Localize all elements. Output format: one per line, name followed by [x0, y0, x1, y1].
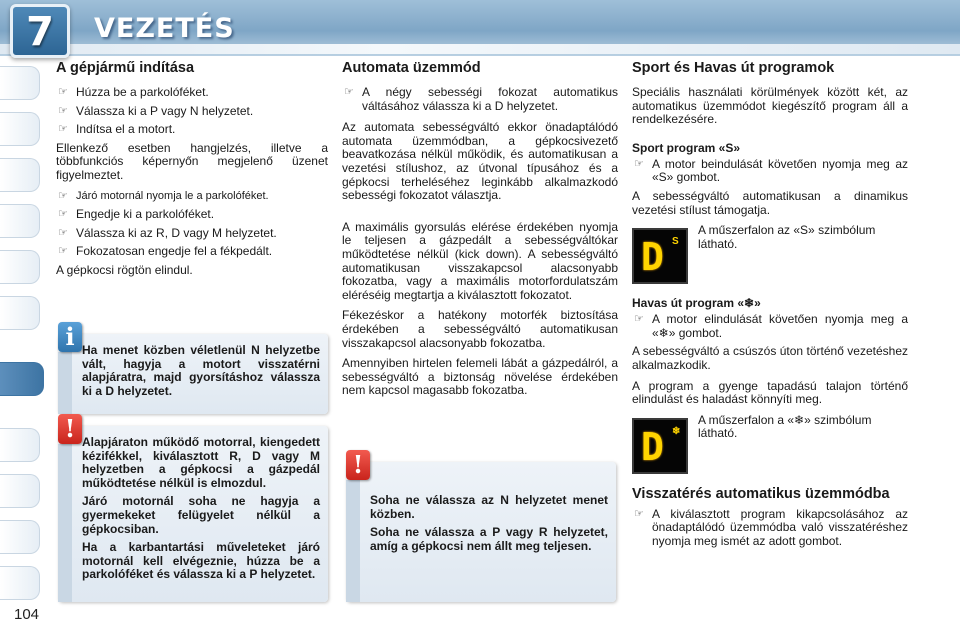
body-text: Ellenkező esetben hangjelzés, illetve a többfunkciós képernyőn megjelenő üzenet figyelmeztet. — [56, 140, 328, 182]
chapter-tab[interactable] — [0, 428, 40, 462]
hand-icon: ☞ — [58, 189, 68, 202]
warning-icon: ! — [346, 450, 370, 480]
list-item: ☞ Válassza ki a P vagy N helyzetet. — [58, 103, 254, 118]
warning-notice — [58, 414, 328, 602]
list-item: ☞ A motor beindulását követően nyomja meg az «S» gombot. — [634, 156, 908, 185]
chapter-tabs — [0, 56, 44, 616]
hand-icon: ☞ — [58, 226, 68, 239]
info-notice — [58, 322, 328, 414]
column-programs — [632, 60, 908, 554]
gauge-caption: A műszerfalon a «❄» szimbólum látható. — [698, 412, 872, 441]
notice-text: Ha a karbantartási műveleteket járó motornál kell elvégeznie, húzza be a parkolóféket és válassza ki a P helyzetet. — [82, 540, 320, 582]
hand-icon: ☞ — [58, 86, 68, 98]
chapter-tab[interactable] — [0, 474, 40, 508]
notice-text: Soha ne válassza az N helyzetet menet közben. — [370, 493, 608, 521]
list-item: ☞ Húzza be a parkolóféket. — [58, 85, 209, 99]
notice-text: Ha menet közben véletlenül N helyzetbe vált, hagyja a motort visszatérni alapjáratra, majd gyorsításhoz válassza ki a D helyzetet. — [82, 343, 320, 398]
chapter-tab[interactable] — [0, 158, 40, 192]
hand-icon: ☞ — [344, 86, 354, 98]
list-item: ☞ Fokozatosan engedje fel a fékpedált. — [58, 244, 273, 259]
chapter-tab[interactable] — [0, 112, 40, 146]
chapter-tab[interactable] — [0, 204, 40, 238]
list-item: ☞ A motor elindulását követően nyomja meg a «❄» gombot. — [634, 312, 908, 340]
list-item: ☞ Indítsa el a motort. — [58, 122, 176, 137]
notice-text: Soha ne válassza a P vagy R helyzetet, amíg a gépkocsi nem állt meg teljesen. — [370, 525, 608, 553]
body-text: Amennyiben hirtelen felemeli lábát a gázpedálról, a sebességváltó a biztonság növelése érdekében nem kapcsol magasabb fokozatba. — [342, 356, 618, 398]
body-text: A sebességváltó automatikusan a dinamikus vezetési stílust támogatja. — [632, 188, 908, 217]
body-text: A maximális gyorsulás elérése érdekében nyomja le teljesen a gázpedált a sebességváltókar működtetése nélkül (kick down). A sebességváltó automatikusan visszakapcsol alacsonyabb fokozatba, vagy a maximális motorfordulatszám eléréséig megtartja a kiválasztott fokozatot. — [342, 219, 618, 302]
body-text: A program a gyenge tapadású talajon történő elindulást és haladást könnyíti meg. — [632, 378, 908, 407]
notice-text: Alapjáraton működő motorral, kiengedett kézifékkel, kiválasztott R, D vagy M helyzetben a gépkocsi a gázpedál működtetése nélkül is elmozdul. — [82, 435, 320, 490]
chapter-tab[interactable] — [0, 66, 40, 100]
body-text: A sebességváltó a csúszós úton történő vezetéshez alkalmazkodik. — [632, 344, 908, 372]
chapter-tab[interactable] — [0, 296, 40, 330]
column-engine-start — [56, 60, 328, 285]
list-item: ☞ A kiválasztott program kikapcsolásához az önadaptálódó üzemmódba való visszatéréshez nyomja meg ismét az adott gombot. — [634, 506, 908, 548]
chapter-number: 7 — [26, 9, 54, 55]
hand-icon: ☞ — [634, 157, 644, 170]
section-heading: Automata üzemmód — [342, 60, 481, 76]
gear-display-icon: D S — [632, 228, 688, 284]
subsection-heading: Havas út program «❄» — [632, 296, 761, 311]
body-text: Speciális használati körülmények között két, az automatikus üzemmódot kiegészítő program áll a rendelkezésére. — [632, 85, 908, 127]
warning-icon: ! — [58, 414, 82, 444]
page-title: VEZETÉS — [94, 13, 235, 44]
subsection-heading: Sport program «S» — [632, 140, 741, 155]
header-stripe — [0, 44, 960, 54]
gear-display-icon: D ❄ — [632, 418, 688, 474]
list-item: ☞ Járó motornál nyomja le a parkolóféket. — [58, 189, 269, 202]
notice-text: Járó motornál soha ne hagyja a gyermekeket felügyelet nélkül a gépkocsiban. — [82, 494, 320, 536]
list-item: ☞ Engedje ki a parkolóféket. — [58, 207, 215, 222]
gauge-caption: A műszerfalon az «S» szimbólum látható. — [698, 223, 876, 251]
instrument-display-snow — [632, 414, 908, 480]
step-list — [56, 86, 328, 137]
section-heading: Visszatérés automatikus üzemmódba — [632, 485, 890, 502]
hand-icon: ☞ — [634, 313, 644, 326]
hand-icon: ☞ — [58, 123, 68, 136]
warning-notice — [346, 450, 616, 602]
page-number: 104 — [14, 606, 40, 623]
body-text: Fékezéskor a hatékony motorfék biztosítása érdekében a sebességváltó automatikusan visszakapcsol alacsonyabb fokozatba. — [342, 308, 618, 350]
section-heading: A gépjármű indítása — [56, 60, 195, 76]
list-item: ☞ Válassza ki az R, D vagy M helyzetet. — [58, 225, 277, 240]
hand-icon: ☞ — [634, 507, 644, 520]
instrument-display-sport — [632, 224, 908, 290]
chapter-tab[interactable] — [0, 520, 40, 554]
hand-icon: ☞ — [58, 104, 68, 117]
column-automatic-mode — [342, 60, 618, 405]
chapter-tab[interactable] — [0, 250, 40, 284]
step-list — [56, 190, 328, 259]
body-text: A gépkocsi rögtön elindul. — [56, 262, 193, 277]
chapter-tab-active[interactable] — [0, 362, 44, 396]
chapter-tab[interactable] — [0, 566, 40, 600]
section-heading: Sport és Havas út programok — [632, 60, 835, 76]
list-item: ☞ A négy sebességi fokozat automatikus váltásához válassza ki a D helyzetet. — [344, 85, 618, 113]
chapter-badge — [10, 4, 70, 58]
hand-icon: ☞ — [58, 245, 68, 258]
body-text: Az automata sebességváltó ekkor önadaptálódó automata üzemmódban, a gépkocsivezető beavatkozása nélkül működik, és automatikusan a vezetési stílushoz, az útvonal típusához és a gépkocsi terheléséhez leginkább alkalmazkodó sebességi fokozatot választja. — [342, 120, 618, 203]
info-icon: i — [58, 322, 82, 352]
hand-icon: ☞ — [58, 208, 68, 221]
